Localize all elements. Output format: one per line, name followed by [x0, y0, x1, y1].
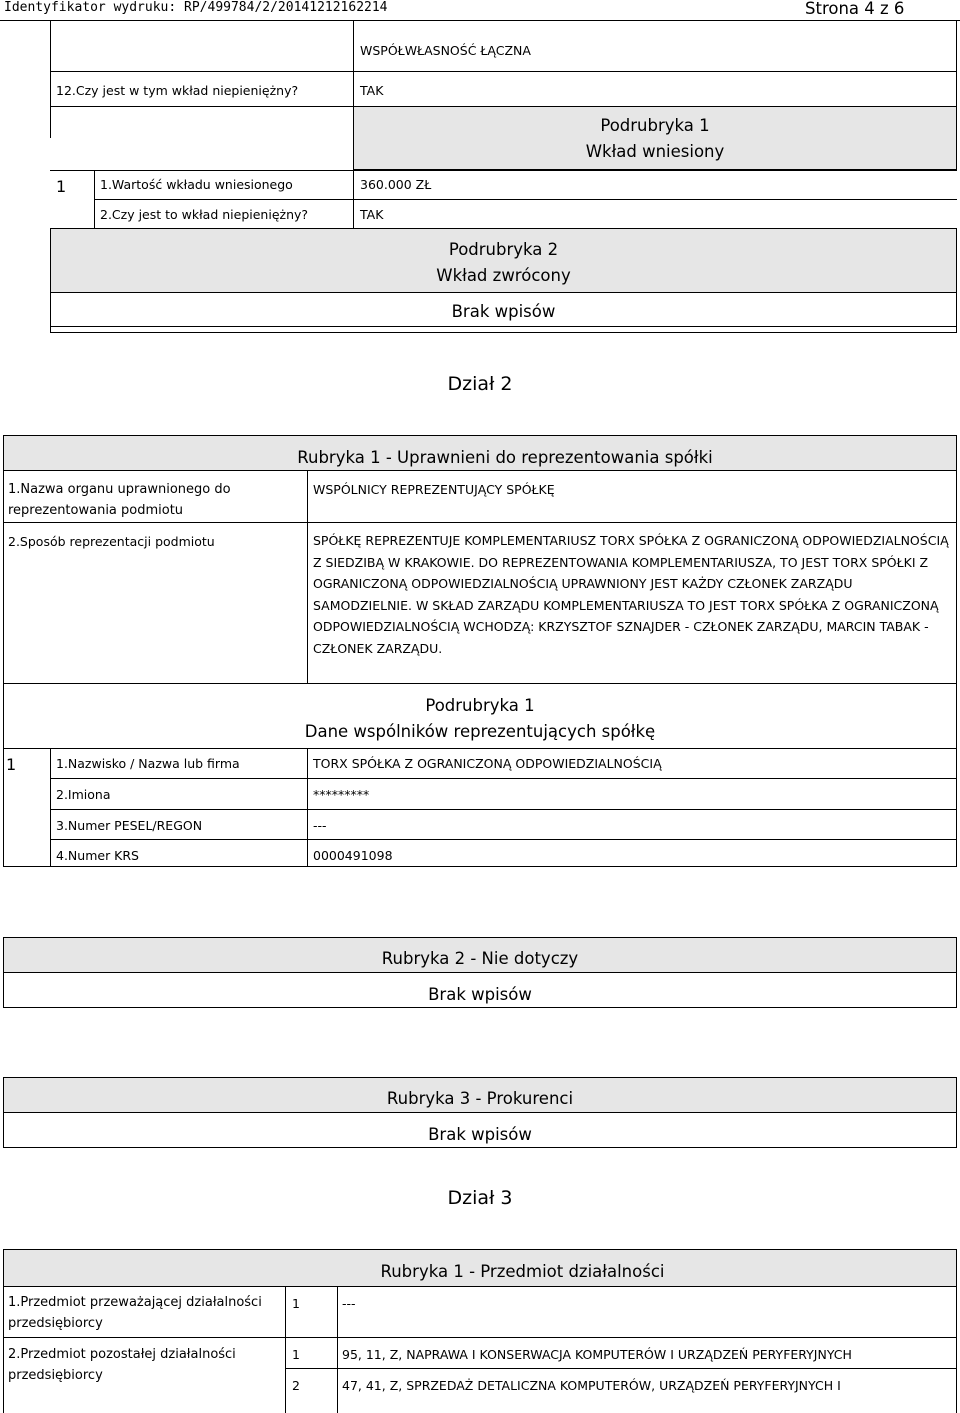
table-border [94, 199, 957, 200]
table-border [307, 748, 308, 867]
table-border [50, 20, 51, 138]
table-border [353, 20, 354, 106]
section-title: Dział 2 [447, 373, 513, 395]
section-title: Dział 3 [447, 1187, 513, 1209]
table-border [50, 778, 957, 779]
table-border [50, 71, 957, 72]
podrubryka-subtitle: Dane wspólników reprezentujących spółkę [304, 722, 656, 741]
table-border [337, 1287, 338, 1413]
row-value: ********* [313, 787, 370, 802]
podrubryka2-title: Podrubryka 2 [448, 240, 559, 259]
table-border [3, 866, 957, 867]
table-border [3, 683, 957, 684]
table-border [3, 1287, 4, 1413]
table-border [956, 471, 957, 683]
table-border [307, 471, 308, 683]
table-border [50, 326, 957, 327]
empty-entries: Brak wpisów [451, 302, 556, 321]
table-border [3, 1337, 957, 1338]
table-border [3, 1007, 957, 1008]
wspolwlasnosc-value: WSPÓŁWŁASNOŚĆ ŁĄCZNA [360, 43, 531, 58]
row1-value: WSPÓLNICY REPREZENTUJĄCY SPÓŁKĘ [313, 482, 555, 497]
table-border [50, 332, 957, 333]
table-border [3, 1147, 957, 1148]
header-rule [0, 20, 960, 21]
row-label: 2.Czy jest to wkład niepieniężny? [100, 207, 309, 222]
entry-index: 1 [6, 755, 17, 774]
table-border [285, 1368, 957, 1369]
item-value: --- [342, 1296, 356, 1311]
podrubryka1-title: Podrubryka 1 [600, 116, 710, 135]
table-border [3, 471, 4, 683]
podrubryka2-subtitle: Wkład zwrócony [436, 266, 571, 285]
table-border [50, 170, 957, 171]
table-border [3, 748, 957, 749]
rubryka1-title: Rubryka 1 - Uprawnieni do reprezentowania spółki [297, 448, 713, 467]
row-value: --- [313, 818, 327, 833]
empty-entries: Brak wpisów [428, 1125, 532, 1144]
row1-label: 1.Przedmiot przeważającej działalności przedsiębiorcy [8, 1295, 262, 1331]
empty-entries: Brak wpisów [428, 985, 532, 1004]
row-label: 4.Numer KRS [56, 848, 139, 863]
row-label: 1.Wartość wkładu wniesionego [100, 177, 293, 192]
row1-label: 1.Nazwa organu uprawnionego do reprezentowania podmiotu [8, 482, 231, 518]
entry-index: 1 [56, 177, 67, 196]
item-number: 1 [292, 1296, 300, 1311]
table-border [285, 1287, 286, 1413]
print-identifier: Identyfikator wydruku: RP/499784/2/20141212162214 [4, 0, 388, 15]
row-label: 1.Nazwisko / Nazwa lub firma [56, 756, 240, 771]
table-border [50, 809, 957, 810]
row2-label: 2.Przedmiot pozostałej działalności przedsiębiorcy [8, 1347, 236, 1383]
podrubryka1-subtitle: Wkład wniesiony [585, 142, 725, 161]
item-value: 95, 11, Z, NAPRAWA I KONSERWACJA KOMPUTERÓW I URZĄDZEŃ PERYFERYJNYCH [342, 1347, 852, 1362]
row-label: 2.Imiona [56, 787, 111, 802]
podrubryka-title: Podrubryka 1 [425, 696, 535, 715]
row-value: TAK [360, 207, 384, 222]
row12-value: TAK [360, 83, 384, 98]
table-border [956, 1287, 957, 1413]
table-border [3, 522, 957, 523]
item-number: 2 [292, 1378, 300, 1393]
row2-value: SPÓŁKĘ REPREZENTUJE KOMPLEMENTARIUSZ TORX SPÓŁKA Z OGRANICZONĄ ODPOWIEDZIALNOŚCIĄ Z SIEDZIBĄ W KRAKOWIE. DO REPREZENTOWANIA KOMPLEMENTARIUSZA, TO JEST TORX SPÓŁKI Z OGRANICZONĄ ODPOWIEDZIALNOŚCIĄ UPRAWNIONY JEST KAŻDY CZŁONEK ZARZĄDU SAMODZIELNIE. W SKŁAD ZARZĄDU KOMPLEMENTARIUSZA TO JEST TORX SPÓŁKA Z OGRANICZONĄ ODPOWIEDZIALNOŚCIĄ WCHODZĄ: KRZYSZTOF SZNAJDER - CZŁONEK ZARZĄDU, MARCIN TABAK - CZŁONEK ZARZĄDU. [313, 533, 949, 656]
row2-label: 2.Sposób reprezentacji podmiotu [8, 534, 215, 549]
table-border [50, 839, 957, 840]
row-label: 3.Numer PESEL/REGON [56, 818, 203, 833]
rubryka1-title: Rubryka 1 - Przedmiot działalności [380, 1262, 665, 1281]
row-value: 360.000 ZŁ [360, 177, 432, 192]
row-value: 0000491098 [313, 848, 393, 863]
row12-label: 12.Czy jest w tym wkład niepieniężny? [56, 83, 299, 98]
rubryka2-title: Rubryka 2 - Nie dotyczy [381, 949, 579, 968]
page-number: Strona 4 z 6 [805, 0, 905, 18]
row-value: TORX SPÓŁKA Z OGRANICZONĄ ODPOWIEDZIALNOŚCIĄ [313, 756, 662, 771]
rubryka3-title: Rubryka 3 - Prokurenci [386, 1089, 574, 1108]
table-border [50, 748, 51, 867]
item-value: 47, 41, Z, SPRZEDAŻ DETALICZNA KOMPUTERÓW, URZĄDZEŃ PERYFERYJNYCH I [342, 1378, 841, 1393]
item-number: 1 [292, 1347, 300, 1362]
